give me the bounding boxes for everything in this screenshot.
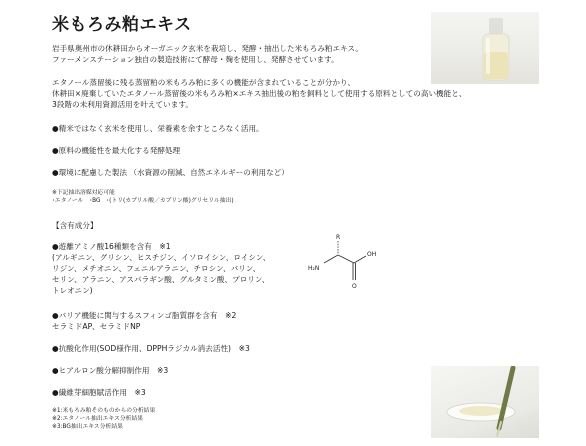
intro-line: ファーメンステーション独自の製造技術にて酵母・麹を使用し、発酵させています。 <box>52 55 339 64</box>
hyaluronidase-item: ●ヒアルロン酸分解抑制作用 ※3 <box>52 366 169 375</box>
body-paragraph <box>52 77 466 110</box>
amino-acid-section <box>52 241 270 296</box>
carbon-bond <box>338 255 354 263</box>
body-line: 3段階の未利用資源活用を叶えています。 <box>52 100 193 109</box>
amino-acid-structure-diagram <box>300 228 390 298</box>
body-line: エタノール蒸留後に残る蒸留粕の米もろみ粕に多くの機能が含まれていることが分かり、 <box>52 78 356 87</box>
intro-line: 岩手県奥州市の休耕田からオーガニック玄米を栽培し、発酵・抽出した米もろみ粕エキス。 <box>52 44 363 53</box>
body-line: 休耕田×廃棄していたエタノール蒸留後の米もろみ粕×エキス抽出後の粕を飼料として使用する原料としての高い機能と、 <box>52 89 467 98</box>
feature-item: ●環境に配慮した製法 （水資源の削減、自然エネルギーの利用など） <box>52 168 289 177</box>
sphingolipid-heading: ●バリア機能に関与するスフィンゴ脂質群を含有 ※2 <box>52 311 237 320</box>
fibroblast-item: ●繊維芽細胞賦活作用 ※3 <box>52 388 146 397</box>
product-bottle-photo <box>431 12 539 84</box>
intro-paragraph <box>52 43 363 65</box>
footnote: ※3:BG抽出エキス分析結果 <box>52 424 123 430</box>
solvent-note-heading: ※下記抽出溶媒対応可能 <box>52 190 115 196</box>
footnote: ※2:エタノール抽出エキス分析結果 <box>52 416 144 422</box>
solvent-note <box>52 189 234 205</box>
ceramide-list: セラミドAP、セラミドNP <box>52 322 141 331</box>
amino-acid-heading: ●遊離アミノ酸16種類を含有 ※1 <box>52 242 171 251</box>
page-title: 米もろみ粕エキス <box>52 15 192 35</box>
molecule-amine-label: H₂N <box>308 265 320 272</box>
footnotes <box>52 407 155 431</box>
amine-bond <box>324 255 338 263</box>
footnote: ※1:米もろみ粕そのものからの分析結果 <box>52 408 156 414</box>
molecule-r-label: R <box>336 234 341 241</box>
solvent-note-items: ･エタノール ･BG ･(トリ(カプリル酸／カプリン酸)グリセリル抽出) <box>52 198 234 204</box>
hydroxyl-bond <box>354 256 366 263</box>
amino-acid-list-line: トレオニン) <box>52 286 93 295</box>
feature-item: ●精米ではなく玄米を使用し、栄養素を余すところなく活用。 <box>52 124 264 133</box>
molecule-oxygen-label: O <box>352 283 357 290</box>
molecule-hydroxyl-label: OH <box>367 251 377 258</box>
amino-acid-list-line: (アルギニン、グリシン、ヒスチジン、イソロイシン、ロイシン、 <box>52 253 271 262</box>
amino-acid-list-line: リジン、メチオニン、フェニルアラニン、チロシン、バリン、 <box>52 264 261 273</box>
ingredients-heading: 【含有成分】 <box>52 221 98 230</box>
product-dish-photo <box>431 366 539 438</box>
sphingolipid-section <box>52 310 236 332</box>
amino-acid-list-line: セリン、アラニン、アスパラギン酸、グルタミン酸、プロリン、 <box>52 275 270 284</box>
antioxidant-item: ●抗酸化作用(SOD様作用、DPPHラジカル消去活性) ※3 <box>52 344 250 353</box>
feature-item: ●原料の機能性を最大化する発酵処理 <box>52 146 181 155</box>
